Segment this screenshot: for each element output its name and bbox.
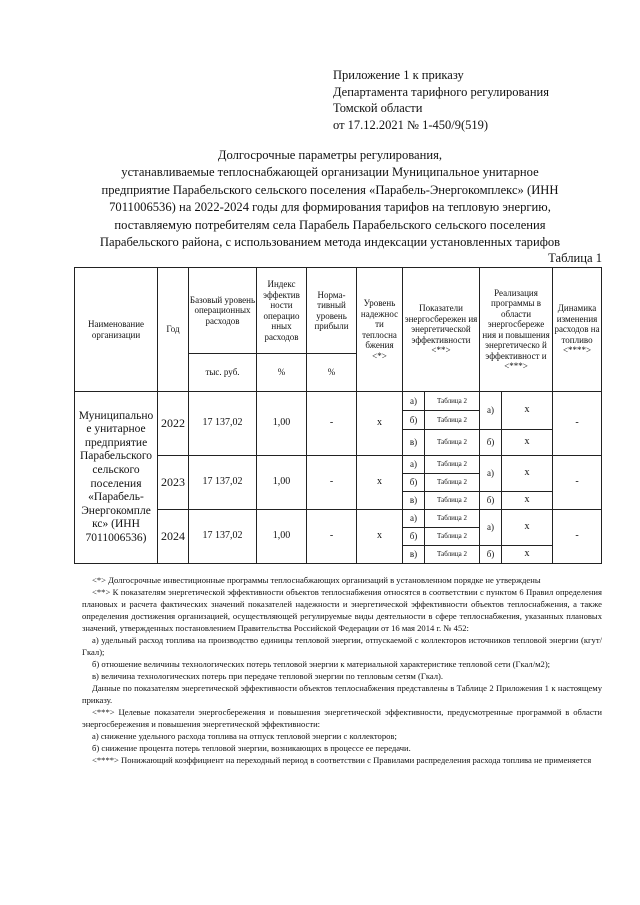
base-opex-cell: 17 137,02 [189,456,257,510]
energy-ref: Таблица 2 [425,456,480,474]
unit-index: % [257,354,307,392]
unit-base: тыс. руб. [189,354,257,392]
appendix-line: от 17.12.2021 № 1-450/9(519) [333,117,489,132]
reliability-cell: х [357,456,403,510]
energy-ref: Таблица 2 [425,546,480,564]
energy-letter: а) [403,510,425,528]
program-value: х [502,510,553,546]
energy-ref: Таблица 2 [425,474,480,492]
title-line: поставляемую потребителям села Парабель Парабельского сельского поселения [114,217,546,232]
unit-norm: % [307,354,357,392]
title-line: 7011006536) на 2022-2024 годы для формирования тарифов на тепловую энергию, [109,200,551,215]
energy-letter: в) [403,492,425,510]
footnote: а) снижение удельного расхода топлива на отпуск тепловой энергии с коллекторов; [92,731,397,741]
fuel-dynamics-cell: - [553,392,602,456]
title-line: устанавливаемые теплоснабжающей организации Муниципальное унитарное [121,165,539,180]
footnote: <**> К показателям энергетической эффективности объектов теплоснабжения относятся в соответствии с пунктом 6 Правил определения плановых и расчета фактических значений показателей надежности и энергетической эффективности объектов теплоснабжения, а также определения достижения организацией, осуществляющей регулируемые виды деятельности в сфере теплоснабжения, указанных плановых значений, утвержденных постановлением Правительства Российской Федерации от 16 мая 2014 г. № 452: [82,587,602,633]
fuel-dynamics-cell: - [553,510,602,564]
program-letter: б) [480,546,502,564]
footnote: <***> Целевые показатели энергосбережения и повышения энергетической эффективности, предусмотренные программой в области энергосбережения и повышения энергетической эффективности: [82,707,602,729]
efficiency-index-cell: 1,00 [257,510,307,564]
footnote: а) удельный расход топлива на производство единицы тепловой энергии, отпускаемой с коллекторов источников тепловой энергии (кгут/Гкал); [82,635,602,657]
energy-letter: б) [403,528,425,546]
appendix-header [333,67,549,133]
energy-ref: Таблица 2 [425,528,480,546]
header-base-opex: Базовый уровень операционных расходов [189,268,257,354]
footnote: б) отношение величины технологических потерь тепловой энергии к материальной характеристике тепловой сети (Гкал/м2); [92,659,551,669]
footnotes [82,574,602,766]
energy-ref: Таблица 2 [425,430,480,456]
title-line: Парабельского района, с использованием метода индексации установленных тарифов [99,235,561,250]
appendix-line: Департамента тарифного регулирования [333,84,549,99]
year-cell: 2024 [158,510,189,564]
program-letter: а) [480,510,502,546]
footnote: <*> Долгосрочные инвестиционные программы теплоснабжающих организаций в установленном порядке не утверждены [92,575,541,585]
program-letter: а) [480,456,502,492]
normative-profit-cell: - [307,510,357,564]
energy-ref: Таблица 2 [425,510,480,528]
header-reliability: Уровень надежнос ти теплосна бжения <*> [357,268,403,392]
appendix-line: Приложение 1 к приказу [333,68,464,82]
energy-ref: Таблица 2 [425,411,480,430]
header-org: Наименование организации [75,268,158,392]
program-value: х [502,430,553,456]
title-line: Долгосрочные параметры регулирования, [217,148,443,162]
footnote: Данные по показателям энергетической эффективности объектов теплоснабжения представлены в Таблице 2 Приложения 1 к настоящему приказу. [82,683,602,705]
org-name-cell: Муниципально е унитарное предприятие Парабельского сельского поселения «Парабель- Энергокомпле кс» (ИНН 7011006536) [75,392,158,564]
footnote: б) снижение процента потерь тепловой энергии, возникающих в процессе ее передачи. [92,743,411,753]
footnote: в) величина технологических потерь при передаче тепловой энергии по тепловым сетям (Гкал). [92,671,444,681]
table-label: Таблица 1 [548,251,602,265]
header-energy-program: Реализация программы в области энергосбереже ния и повышения энергетическо й эффективност и <***> [480,268,553,392]
header-energy-indicators: Показатели энергосбережен ия энергетической эффективности <**> [403,268,480,392]
normative-profit-cell: - [307,392,357,456]
energy-letter: в) [403,546,425,564]
header-year: Год [158,268,189,392]
energy-letter: б) [403,411,425,430]
base-opex-cell: 17 137,02 [189,510,257,564]
title-line: предприятие Парабельского сельского поселения «Парабель-Энергокомплекс» (ИНН [101,182,559,197]
base-opex-cell: 17 137,02 [189,392,257,456]
parameters-table [74,267,602,564]
program-letter: а) [480,392,502,430]
program-value: х [502,492,553,510]
header-normative-profit: Норма- тивный уровень прибыли [307,268,357,354]
energy-letter: а) [403,392,425,411]
header-fuel-dynamics: Динамика изменения расходов на топливо <****> [553,268,602,392]
appendix-line: Томской области [333,101,423,115]
program-letter: б) [480,430,502,456]
document-title [62,147,598,251]
program-value: х [502,392,553,430]
normative-profit-cell: - [307,456,357,510]
year-cell: 2022 [158,392,189,456]
program-value: х [502,546,553,564]
program-value: х [502,456,553,492]
efficiency-index-cell: 1,00 [257,456,307,510]
energy-letter: в) [403,430,425,456]
reliability-cell: х [357,510,403,564]
footnote: <****> Понижающий коэффициент на переходный период в соответствии с Правилами распределения расхода топлива не применяется [92,755,592,765]
energy-ref: Таблица 2 [425,392,480,411]
fuel-dynamics-cell: - [553,456,602,510]
energy-ref: Таблица 2 [425,492,480,510]
program-letter: б) [480,492,502,510]
year-cell: 2023 [158,456,189,510]
reliability-cell: х [357,392,403,456]
header-efficiency-index: Индекс эффектив ности операцио нных расходов [257,268,307,354]
energy-letter: а) [403,456,425,474]
efficiency-index-cell: 1,00 [257,392,307,456]
energy-letter: б) [403,474,425,492]
